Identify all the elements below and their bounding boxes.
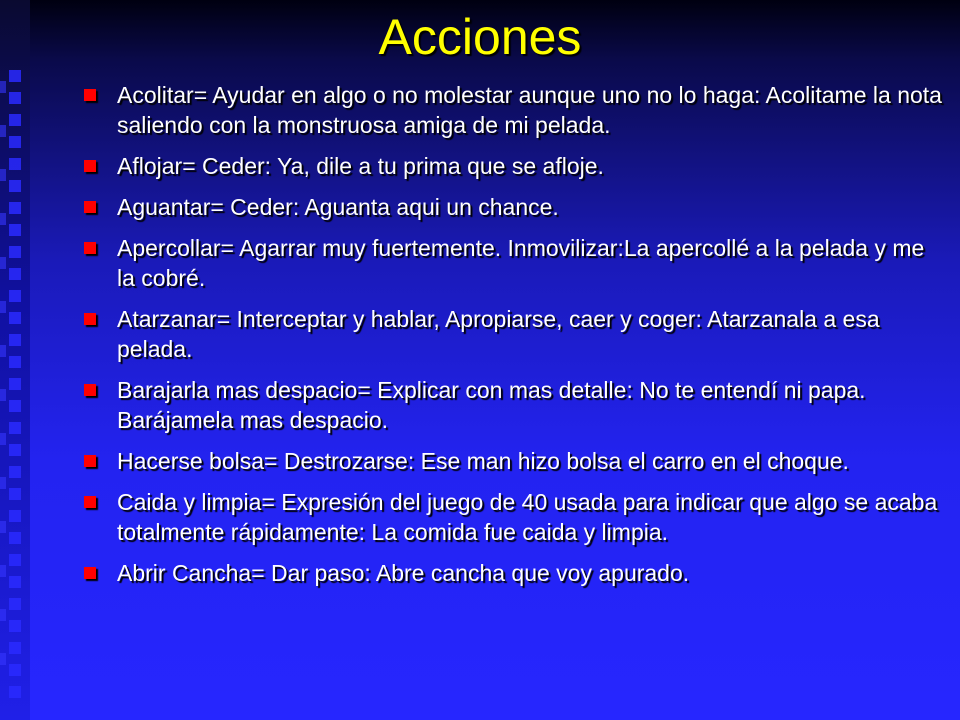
square-bullet-icon [84, 160, 96, 172]
strip-square [9, 444, 21, 456]
strip-square [9, 334, 21, 346]
strip-square [0, 301, 6, 313]
strip-square [9, 70, 21, 82]
list-item [84, 233, 944, 293]
decorative-left-strip [0, 0, 30, 720]
strip-square [9, 202, 21, 214]
strip-square [9, 114, 21, 126]
strip-square [9, 620, 21, 632]
square-bullet-icon [84, 384, 96, 396]
square-bullet-icon [84, 89, 96, 101]
strip-square [0, 125, 6, 137]
strip-square [0, 389, 6, 401]
square-bullet-icon [84, 201, 96, 213]
list-item-text: Atarzanar= Interceptar y hablar, Apropiarse, caer y coger: Atarzanala a esa pelada. [117, 306, 880, 362]
strip-square [0, 477, 6, 489]
strip-square [0, 433, 6, 445]
strip-square [9, 92, 21, 104]
strip-square [9, 686, 21, 698]
strip-square [9, 356, 21, 368]
strip-square [9, 246, 21, 258]
strip-square [0, 81, 6, 93]
list-item-text: Caida y limpia= Expresión del juego de 40 usada para indicar que algo se acaba totalmente rápidamente: La comida fue caida y limpia. [117, 489, 938, 545]
strip-square [9, 290, 21, 302]
strip-square [9, 224, 21, 236]
square-bullet-icon [84, 567, 96, 579]
square-bullet-icon [84, 496, 96, 508]
strip-square [0, 169, 6, 181]
list-item-text: Aguantar= Ceder: Aguanta aqui un chance. [117, 194, 559, 220]
strip-square [9, 378, 21, 390]
list-item-text: Aflojar= Ceder: Ya, dile a tu prima que se afloje. [117, 153, 604, 179]
list-item [84, 375, 944, 435]
slide-title: Acciones [378, 9, 582, 65]
strip-square [0, 345, 6, 357]
square-bullet-icon [84, 455, 96, 467]
strip-square [9, 598, 21, 610]
strip-square [9, 180, 21, 192]
strip-square [9, 664, 21, 676]
strip-square [0, 257, 6, 269]
strip-square [9, 510, 21, 522]
list-item [84, 446, 944, 476]
strip-square [0, 521, 6, 533]
strip-square [9, 554, 21, 566]
list-item [84, 192, 944, 222]
bullet-list [84, 80, 944, 599]
strip-square [9, 576, 21, 588]
list-item-text: Hacerse bolsa= Destrozarse: Ese man hizo bolsa el carro en el choque. [117, 448, 849, 474]
strip-square [9, 532, 21, 544]
list-item-text: Barajarla mas despacio= Explicar con mas detalle: No te entendí ni papa. Barájamela mas despacio. [117, 377, 866, 433]
list-item-text: Apercollar= Agarrar muy fuertemente. Inmovilizar:La apercollé a la pelada y me la cobré. [117, 235, 925, 291]
strip-square [9, 466, 21, 478]
strip-square [9, 158, 21, 170]
list-item [84, 487, 944, 547]
list-item [84, 80, 944, 140]
strip-square [0, 213, 6, 225]
strip-square [9, 400, 21, 412]
strip-square [0, 653, 6, 665]
list-item-text: Abrir Cancha= Dar paso: Abre cancha que voy apurado. [117, 560, 690, 586]
strip-square [9, 268, 21, 280]
strip-square [9, 488, 21, 500]
list-item [84, 304, 944, 364]
strip-square [0, 565, 6, 577]
strip-square [9, 312, 21, 324]
strip-square [9, 422, 21, 434]
list-item [84, 558, 944, 588]
strip-square [0, 609, 6, 621]
square-bullet-icon [84, 313, 96, 325]
square-bullet-icon [84, 242, 96, 254]
strip-square [9, 136, 21, 148]
list-item [84, 151, 944, 181]
list-item-text: Acolitar= Ayudar en algo o no molestar aunque uno no lo haga: Acolitame la nota saliendo con la monstruosa amiga de mi pelada. [117, 82, 942, 138]
strip-square [9, 642, 21, 654]
